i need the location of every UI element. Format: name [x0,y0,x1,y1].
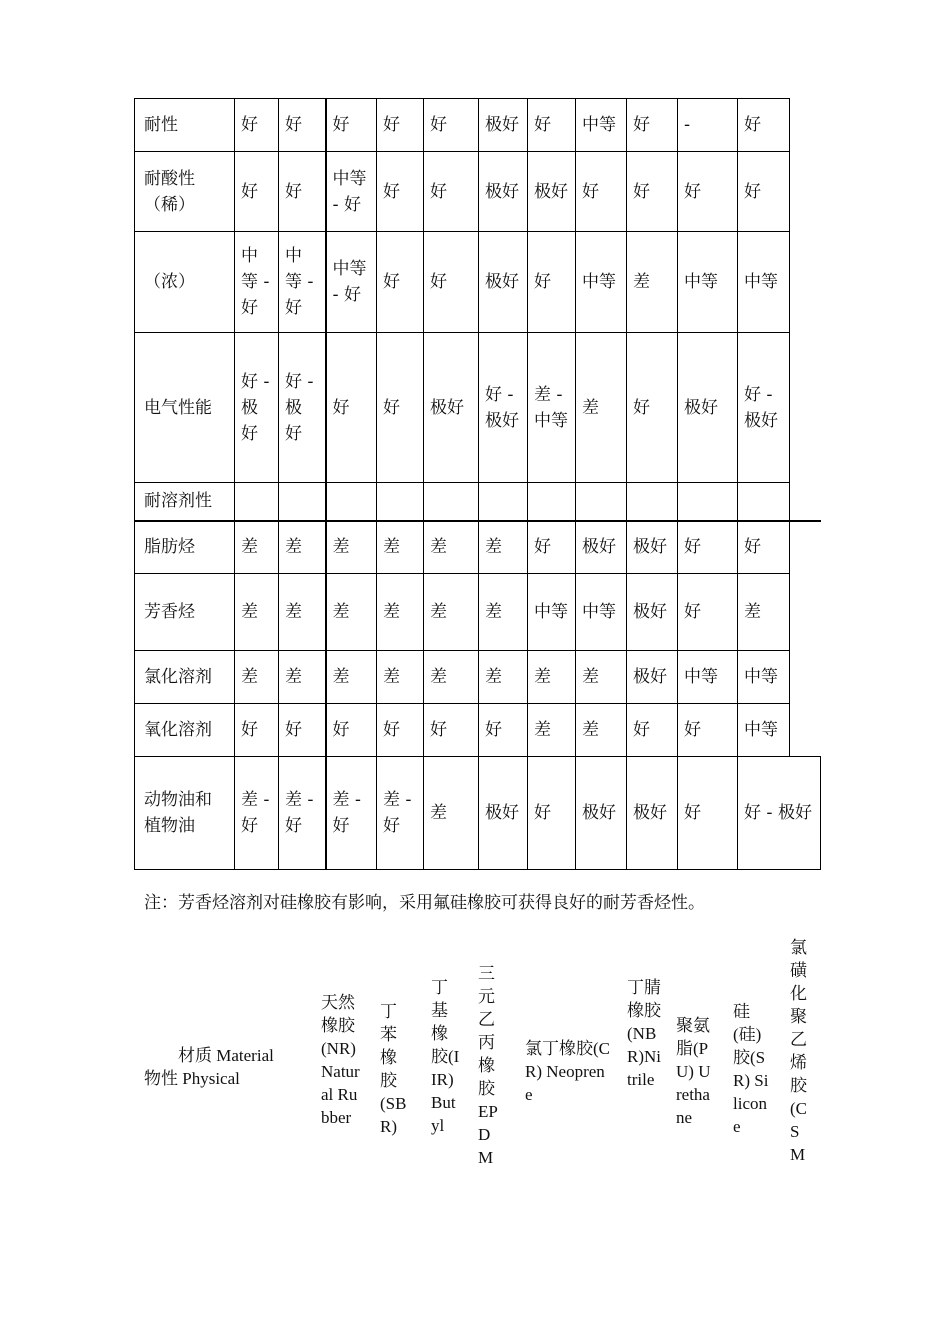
table-cell: 好 [738,521,790,574]
header-sr: 硅(硅)胶(SR) Silicone [733,1002,769,1136]
header-sbr: 丁苯橡胶(SBR) [380,1002,407,1136]
spacer-cell [790,521,821,574]
table-cell: 差 [326,574,377,651]
spacer-cell [790,483,821,521]
table-cell: 好 [627,704,678,757]
table-cell: 差 - 中等 [528,333,576,483]
table-cell: 极好 [479,99,528,152]
table-row [135,152,821,232]
table-cell: 好 [279,99,326,152]
table-cell: 差 - 好 [377,757,424,870]
table-cell: 好 [678,704,738,757]
table-cell [424,483,479,521]
table-cell: 差 [279,651,326,704]
table-row [135,483,821,521]
row-label: 耐酸性（稀） [135,152,235,232]
corner-physical-label: 物性 Physical [144,1069,240,1088]
table-cell: 差 [528,651,576,704]
table-cell: 好 [377,99,424,152]
table-cell: 极好 [528,152,576,232]
table-cell: 差 - 好 [279,757,326,870]
footnote: 注：芳香烃溶剂对硅橡胶有影响，采用氟硅橡胶可获得良好的耐芳香烃性。 [144,893,705,913]
table-cell: 中等 [738,651,790,704]
table-cell [326,483,377,521]
table-cell: 好 [576,152,627,232]
table-row [135,574,821,651]
table-cell [479,483,528,521]
corner-material-label: 材质 Material [178,1046,274,1065]
table-cell: 极好 [627,757,678,870]
table-cell: 极好 [627,574,678,651]
properties-table [134,98,821,870]
table-cell: 好 [377,152,424,232]
table-cell: 差 [576,333,627,483]
table-cell [627,483,678,521]
table-cell: 极好 [424,333,479,483]
table-cell: 差 [576,704,627,757]
row-label: 耐性 [135,99,235,152]
table-cell [576,483,627,521]
table-cell: 中等 [678,232,738,333]
table-cell: 中等 [576,574,627,651]
table-cell: 差 - 好 [235,757,279,870]
table-cell: 中等 - 好 [279,232,326,333]
table-cell: 差 - 好 [326,757,377,870]
table-cell: 好 [424,99,479,152]
table-cell: 好 [377,232,424,333]
table-cell: 差 [235,574,279,651]
table-cell: 中等 [738,232,790,333]
table-cell: 差 [424,757,479,870]
table-cell: 差 [235,521,279,574]
table-cell: 差 [326,651,377,704]
header-iir: 丁基橡胶(IIR) Butyl [431,978,460,1135]
table-cell: 差 [424,651,479,704]
table-row [135,651,821,704]
table-cell: 极好 [678,333,738,483]
table-row [135,333,821,483]
table-cell: 好 [738,152,790,232]
table-cell: 好 [678,757,738,870]
header-cr: 氯丁橡胶(CR) Neoprene [525,1039,610,1104]
table-cell: 好 [678,574,738,651]
header-csm: 氯磺化聚乙烯胶(CSM [790,938,807,1164]
table-cell: 中等 [678,651,738,704]
spacer-cell [790,651,821,704]
table-cell: 中等 [576,232,627,333]
table-cell [235,483,279,521]
table-cell: 好 [326,333,377,483]
spacer-cell [790,333,821,483]
row-label: 耐溶剂性 [135,483,235,521]
table-cell: 差 [235,651,279,704]
table-cell: 好 - 极好 [738,333,790,483]
table-cell: 好 [377,333,424,483]
table-cell: 好 - 极好 [738,757,821,870]
table-cell: 极好 [627,651,678,704]
table-cell: 极好 [479,152,528,232]
table-row [135,757,821,870]
table-cell: 好 [627,152,678,232]
table-cell: 差 [627,232,678,333]
table-cell: 差 [279,574,326,651]
table-cell: 差 [479,574,528,651]
table-cell: 中等 - 好 [235,232,279,333]
row-label: 动物油和植物油 [135,757,235,870]
table-cell: 差 [479,651,528,704]
table-cell: 好 [235,99,279,152]
table-cell: 差 [424,521,479,574]
header-pu: 聚氨脂(PU) Urethane [676,1016,711,1127]
table-cell: 好 [377,704,424,757]
table-cell: 好 [424,152,479,232]
header-nbr: 丁腈橡胶(NBR)Nitrile [627,978,661,1089]
table-cell: 好 [528,99,576,152]
table-cell [528,483,576,521]
table-cell: 好 [528,521,576,574]
table-cell: 差 [738,574,790,651]
table-row [135,232,821,333]
table-cell: 好 [424,232,479,333]
table-cell: 好 [627,99,678,152]
table-cell [377,483,424,521]
table-cell [279,483,326,521]
table-cell: 好 [627,333,678,483]
table-cell: 好 [424,704,479,757]
table-cell: 好 - 极好 [279,333,326,483]
table-cell: 极好 [479,232,528,333]
table-cell: 好 - 极好 [235,333,279,483]
corner-header [144,1044,304,1090]
row-label: （浓） [135,232,235,333]
row-label: 氧化溶剂 [135,704,235,757]
spacer-cell [790,574,821,651]
table-row [135,521,821,574]
table-cell: 好 [279,152,326,232]
header-nr: 天然橡胶(NR) Natural Rubber [321,993,360,1127]
table-cell: 差 [576,651,627,704]
table-cell [738,483,790,521]
table-cell: 好 [738,99,790,152]
header-epdm: 三元乙丙橡胶EPDM [478,964,498,1167]
table-cell: 极好 [576,521,627,574]
table-cell: 极好 [479,757,528,870]
table-cell: 好 [326,99,377,152]
table-cell: 差 [377,651,424,704]
table-cell: 中等 - 好 [326,232,377,333]
table-cell: 好 [326,704,377,757]
table-cell: 极好 [627,521,678,574]
table-cell: 中等 [528,574,576,651]
spacer-cell [790,152,821,232]
row-label: 氯化溶剂 [135,651,235,704]
table-cell: 好 [479,704,528,757]
table-cell: - [678,99,738,152]
table-cell: 差 [326,521,377,574]
table-cell: 好 [528,757,576,870]
table-cell: 好 [678,521,738,574]
table-cell: 中等 [738,704,790,757]
table-cell: 好 [235,704,279,757]
table-cell: 中等 [576,99,627,152]
spacer-cell [790,99,821,152]
table-cell: 极好 [576,757,627,870]
row-label: 芳香烃 [135,574,235,651]
spacer-cell [790,232,821,333]
table-cell [678,483,738,521]
table-cell: 好 [235,152,279,232]
row-label: 电气性能 [135,333,235,483]
table-cell: 差 [479,521,528,574]
table-cell: 差 [279,521,326,574]
spacer-cell [790,704,821,757]
table-cell: 中等 - 好 [326,152,377,232]
row-label: 脂肪烃 [135,521,235,574]
table-cell: 差 [528,704,576,757]
table-cell: 差 [377,574,424,651]
table-cell: 好 [528,232,576,333]
table-cell: 好 [678,152,738,232]
table-cell: 好 [279,704,326,757]
table-cell: 差 [424,574,479,651]
table-cell: 好 - 极好 [479,333,528,483]
table-row [135,99,821,152]
table-cell: 差 [377,521,424,574]
table-row [135,704,821,757]
